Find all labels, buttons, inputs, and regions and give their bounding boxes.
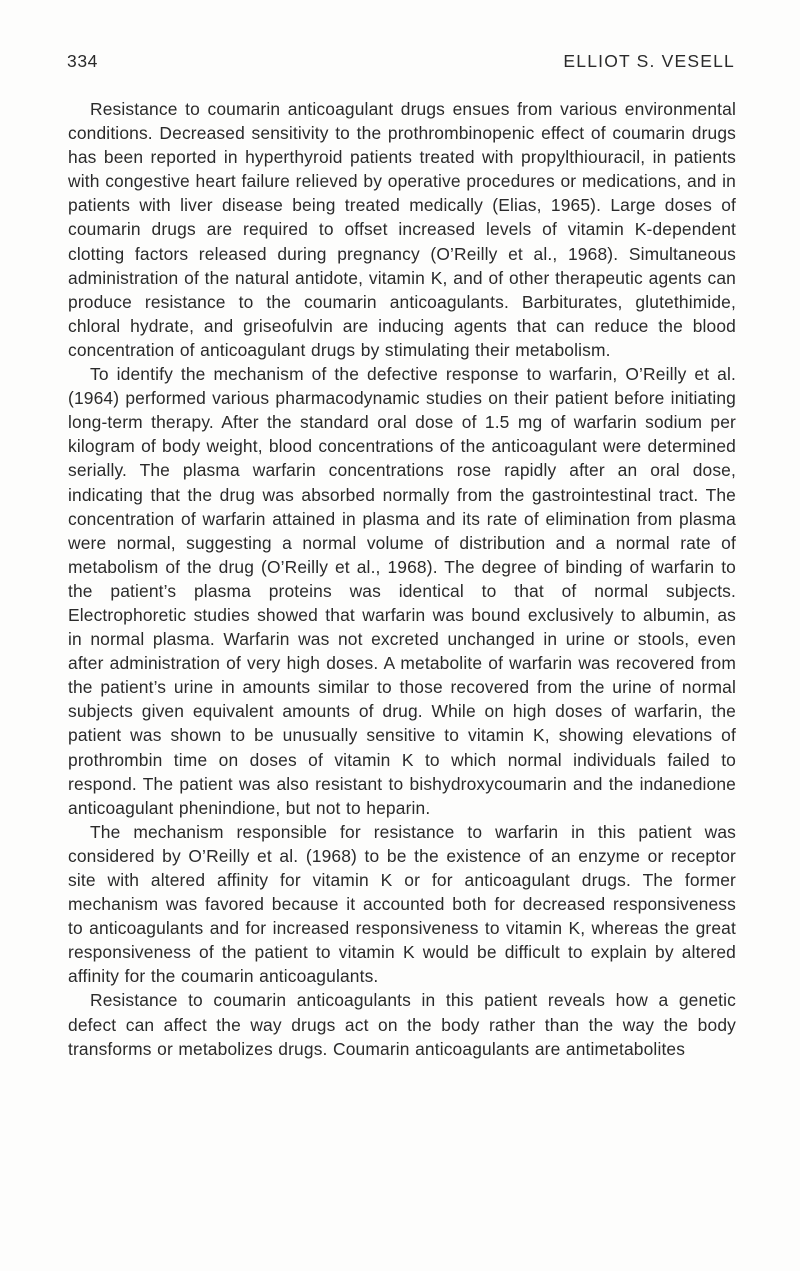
- paragraph: The mechanism responsible for resistance to warfarin in this patient was considered by O’Reilly et al. (1968) to be the existence of an enzyme or receptor site with altered affinity for vitamin K or for anticoagulant drugs. The former mechanism was favored because it accounted both for decreased responsiveness to anticoagulants and for increased responsiveness to vitamin K, whereas the great responsiveness of the patient to vitamin K would be difficult to explain by altered affinity for the coumarin anticoagulants.: [68, 821, 736, 987]
- paragraph: To identify the mechanism of the defective response to warfarin, O’Reilly et al. (1964) performed various pharmacodynamic studies on their patient before initiating long-term therapy. After the standard oral dose of 1.5 mg of warfarin sodium per kilogram of body weight, blood concentrations of the anticoagulant were determined serially. The plasma warfarin concentrations rose rapidly after an oral dose, indicating that the drug was absorbed normally from the gastrointestinal tract. The concentration of warfarin attained in plasma and its rate of elimination from plasma were normal, suggesting a normal volume of distribution and a normal rate of metabolism of the drug (O’Reilly et al., 1968). The degree of binding of warfarin to the patient’s plasma proteins was identical to that of normal subjects. Electrophoretic studies showed that warfarin was bound exclusively to albumin, as in normal plasma. Warfarin was not excreted unchanged in urine or stools, even after administration of very high doses. A metabolite of warfarin was recovered from the patient’s urine in amounts similar to those recovered from the urine of normal subjects given equivalent amounts of drug. While on high doses of warfarin, the patient was shown to be unusually sensitive to vitamin K, showing elevations of prothrombin time on doses of vitamin K to which normal individuals failed to respond. The patient was also resistant to bishydroxycoumarin and the indanedione anticoagulant phenindione, but not to heparin.: [68, 364, 736, 818]
- paragraph: Resistance to coumarin anticoagulant drugs ensues from various environmental conditions. Decreased sensitivity to the prothrombinopenic effect of coumarin drugs has been reported in hyperthyroid patients treated with propylthiouracil, in patients with congestive heart failure relieved by operative procedures or medications, and in patients with liver disease being treated medically (Elias, 1965). Large doses of coumarin drugs are required to offset increased levels of vitamin K-dependent clotting factors released during pregnancy (O’Reilly et al., 1968). Simultaneous administration of the natural antidote, vitamin K, and of other therapeutic agents can produce resistance to the coumarin anticoagulants. Barbiturates, glutethimide, chloral hydrate, and griseofulvin are inducing agents that can reduce the blood concentration of anticoagulant drugs by stimulating their metabolism.: [68, 99, 736, 360]
- body-text: [68, 97, 736, 1061]
- running-head: [67, 51, 735, 77]
- paragraph: Resistance to coumarin anticoagulants in this patient reveals how a genetic defect can affect the way drugs act on the body rather than the way the body transforms or metabolizes drugs. Coumarin anticoagulants are antimetabolites: [68, 990, 736, 1059]
- page-number: 334: [67, 51, 98, 71]
- running-head-author: ELLIOT S. VESELL: [563, 51, 735, 71]
